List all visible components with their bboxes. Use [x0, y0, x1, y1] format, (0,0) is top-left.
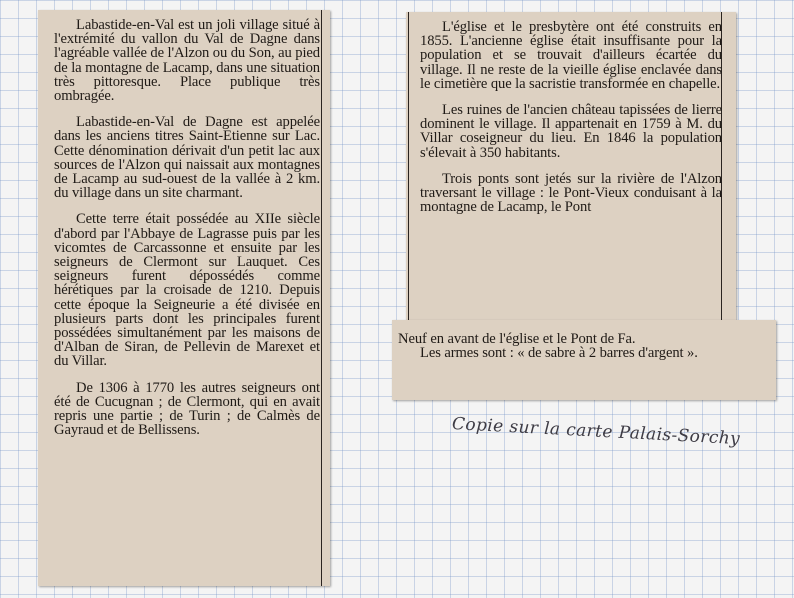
paragraph: De 1306 à 1770 les autres seigneurs ont été de Cucugnan ; de Clermont, qui en avait repris une partie ; de Turin ; de Calmès de Gayraud et de Bellissens. — [54, 379, 320, 439]
newspaper-clipping-continuation — [392, 320, 776, 400]
handwritten-note: Copie sur la carte Palais-Sorchy — [451, 414, 741, 450]
paragraph: L'église et le presbytère ont été construits en 1855. L'ancienne église était insuffisante pour la population et se trouvait d'ailleurs écartée du village. Il ne reste de la vieille église enclavée dans le cimetière que la sacristie transformée en chapelle. — [420, 19, 722, 92]
paragraph: Labastide-en-Val de Dagne est appelée dans les anciens titres Saint-Etienne sur Lac. Cette dénomination dérivait d'un petit lac aux sources de l'Alzon qui naissait aux montagnes de Lacamp au sud-ouest de la vallée à 2 km. du village dans un site charmant. — [54, 114, 320, 202]
column-rule — [408, 12, 409, 324]
article-column-left — [54, 18, 320, 449]
newspaper-clipping-right — [406, 12, 736, 324]
newspaper-clipping-left — [38, 10, 330, 586]
article-column-right — [420, 20, 722, 226]
paragraph: Cette terre était possédée au XIIe siècle d'abord par l'Abbaye de Lagrasse puis par les vicomtes de Carcassonne et ensuite par les seigneurs de Clermont sur Lauquet. Ces seigneurs furent dépossédés comme hérétiques par la croisade de 1210. Depuis cette époque la Seigneurie a été divisée en plusieurs parts dont les principales furent possédées simultanément par les maisons de d'Alban de Siran, de Pellevin de Marexet et du Villar. — [54, 211, 320, 370]
paragraph: Labastide-en-Val est un joli village situé à l'extrémité du vallon du Val de Dagne dans l'agréable vallée de l'Alzon ou du Son, au pied de la montagne de Lacamp, dans une situation très pittoresque. Place publique très ombragée. — [54, 17, 320, 105]
paragraph: Neuf en avant de l'église et le Pont de Fa. — [398, 331, 636, 347]
column-rule — [321, 10, 322, 586]
paragraph: Les armes sont : « de sabre à 2 barres d'argent ». — [420, 345, 698, 362]
article-continuation — [398, 332, 716, 360]
paragraph: Les ruines de l'ancien château tapissées de lierre dominent le village. Il appartenait en 1759 à M. du Villar coseigneur du lieu. En 1846 la population s'élevait à 350 habitants. — [420, 102, 722, 161]
paragraph: Trois ponts sont jetés sur la rivière de l'Alzon traversant le village : le Pont-Vieux conduisant à la montagne de Lacamp, le Pont — [420, 170, 722, 216]
